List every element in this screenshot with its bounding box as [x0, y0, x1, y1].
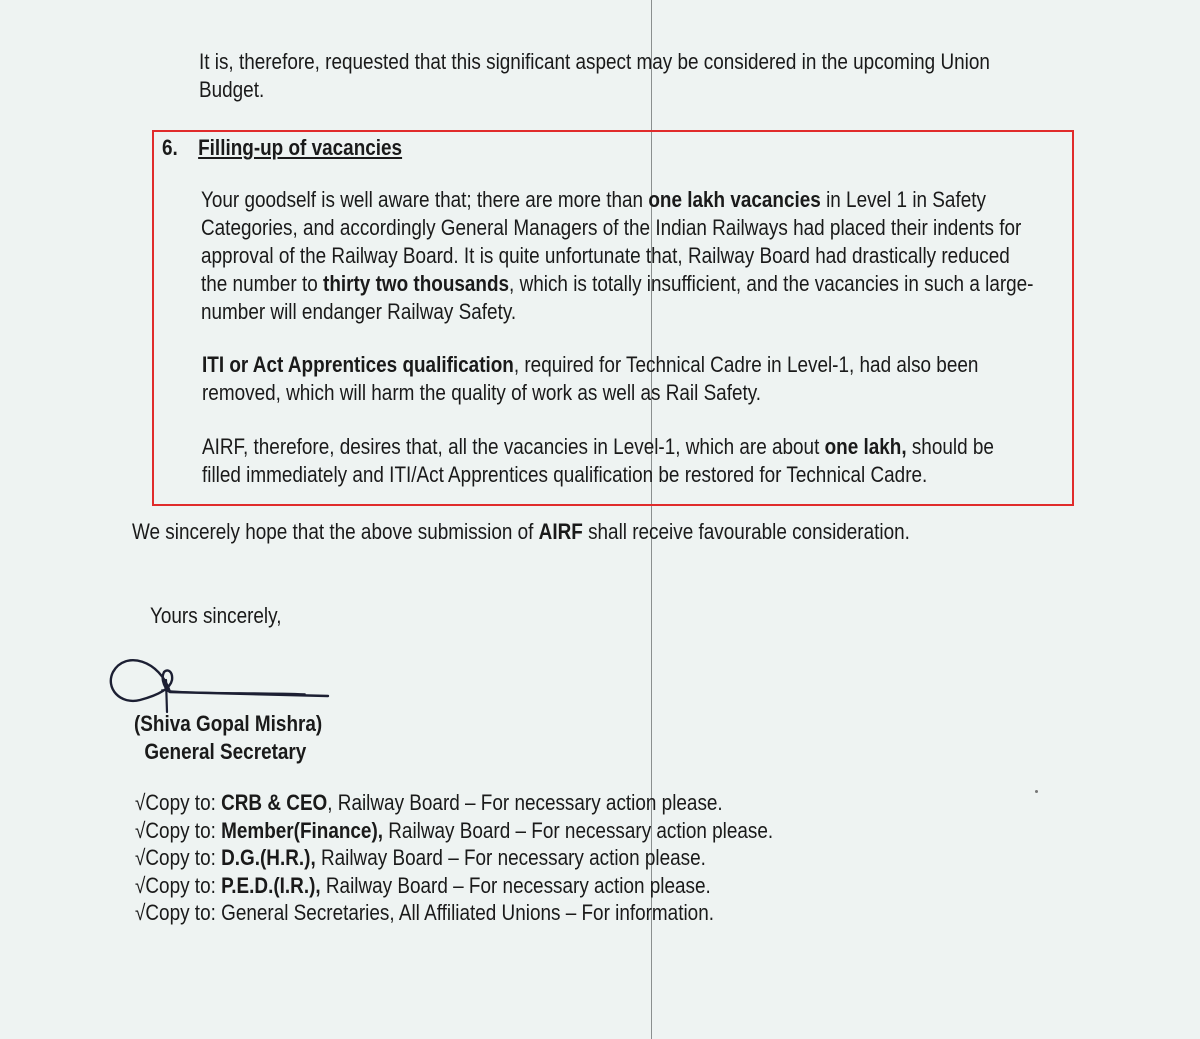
section-heading: [162, 134, 402, 162]
copy-note: , Railway Board – For necessary action please.: [327, 790, 723, 815]
vacancies-text-a: Your goodself is well aware that; there are more than: [201, 187, 649, 212]
vacancies-bold-count: one lakh vacancies: [648, 187, 821, 212]
copy-prefix: √Copy to:: [135, 900, 222, 925]
copy-prefix: √Copy to:: [135, 790, 222, 815]
section-number: 6.: [162, 135, 178, 160]
copy-item: [135, 872, 773, 900]
copy-item: [135, 817, 773, 845]
copy-note: Railway Board – For necessary action please.: [320, 872, 711, 898]
demand-paragraph: [202, 433, 1036, 489]
vacancies-text-c: in Level 1 in Safety Categories, and accordingly General Managers of the Indian Railways had placed their indents for approval of the Railway Board. It is quite unfortunate that, Railway Board had drastically reduced the number to: [201, 187, 1022, 296]
copy-list: [135, 789, 773, 927]
copy-recipient: P.E.D.(I.R.),: [221, 872, 321, 898]
salutation-text: Yours sincerely,: [150, 603, 282, 628]
qualification-text: , required for Technical Cadre in Level-1, had also been removed, which will harm the quality of work as well as Rail Safety.: [202, 352, 979, 405]
copy-note: Railway Board – For necessary action please.: [315, 845, 706, 870]
intro-text: It is, therefore, requested that this significant aspect may be considered in the upcoming Union Budget.: [199, 49, 990, 102]
copy-prefix: √Copy to:: [135, 872, 222, 898]
signatory-block: [134, 710, 322, 766]
copy-prefix: √Copy to:: [135, 817, 222, 843]
vacancies-bold-reduced: thirty two thousands: [323, 271, 510, 296]
signatory-designation: General Secretary: [144, 739, 307, 764]
closing-bold: AIRF: [538, 519, 583, 544]
copy-note: Railway Board – For necessary action please.: [383, 817, 774, 843]
vacancies-paragraph: [201, 186, 1035, 326]
intro-paragraph: [199, 48, 1033, 104]
closing-paragraph: [132, 518, 1078, 546]
demand-text-a: AIRF, therefore, desires that, all the vacancies in Level-1, which are about: [202, 434, 825, 459]
paper-speck: [1035, 790, 1038, 793]
salutation: [150, 602, 281, 630]
copy-item: [135, 899, 773, 927]
signatory-name: (Shiva Gopal Mishra): [134, 711, 323, 736]
demand-text-c: should be filled immediately and ITI/Act Apprentices qualification be restored for Technical Cadre.: [202, 434, 994, 487]
qualification-paragraph: [202, 351, 1036, 407]
copy-item: [135, 789, 773, 817]
closing-text-a: We sincerely hope that the above submission of: [132, 519, 539, 544]
qualification-bold: ITI or Act Apprentices qualification: [202, 352, 514, 377]
demand-bold: one lakh,: [824, 434, 907, 459]
copy-note: General Secretaries, All Affiliated Unions – For information.: [221, 900, 714, 925]
copy-prefix: √Copy to:: [135, 845, 222, 870]
closing-text-c: shall receive favourable consideration.: [582, 519, 910, 544]
copy-recipient: Member(Finance),: [221, 817, 384, 843]
copy-recipient: D.G.(H.R.),: [221, 845, 316, 870]
vacancies-text-d: , which is totally insufficient, and the vacancies in such a large-number will endanger Railway Safety.: [201, 271, 1034, 324]
section-title: Filling-up of vacancies: [198, 135, 403, 160]
copy-recipient: CRB & CEO: [221, 790, 328, 815]
copy-item: [135, 844, 773, 872]
